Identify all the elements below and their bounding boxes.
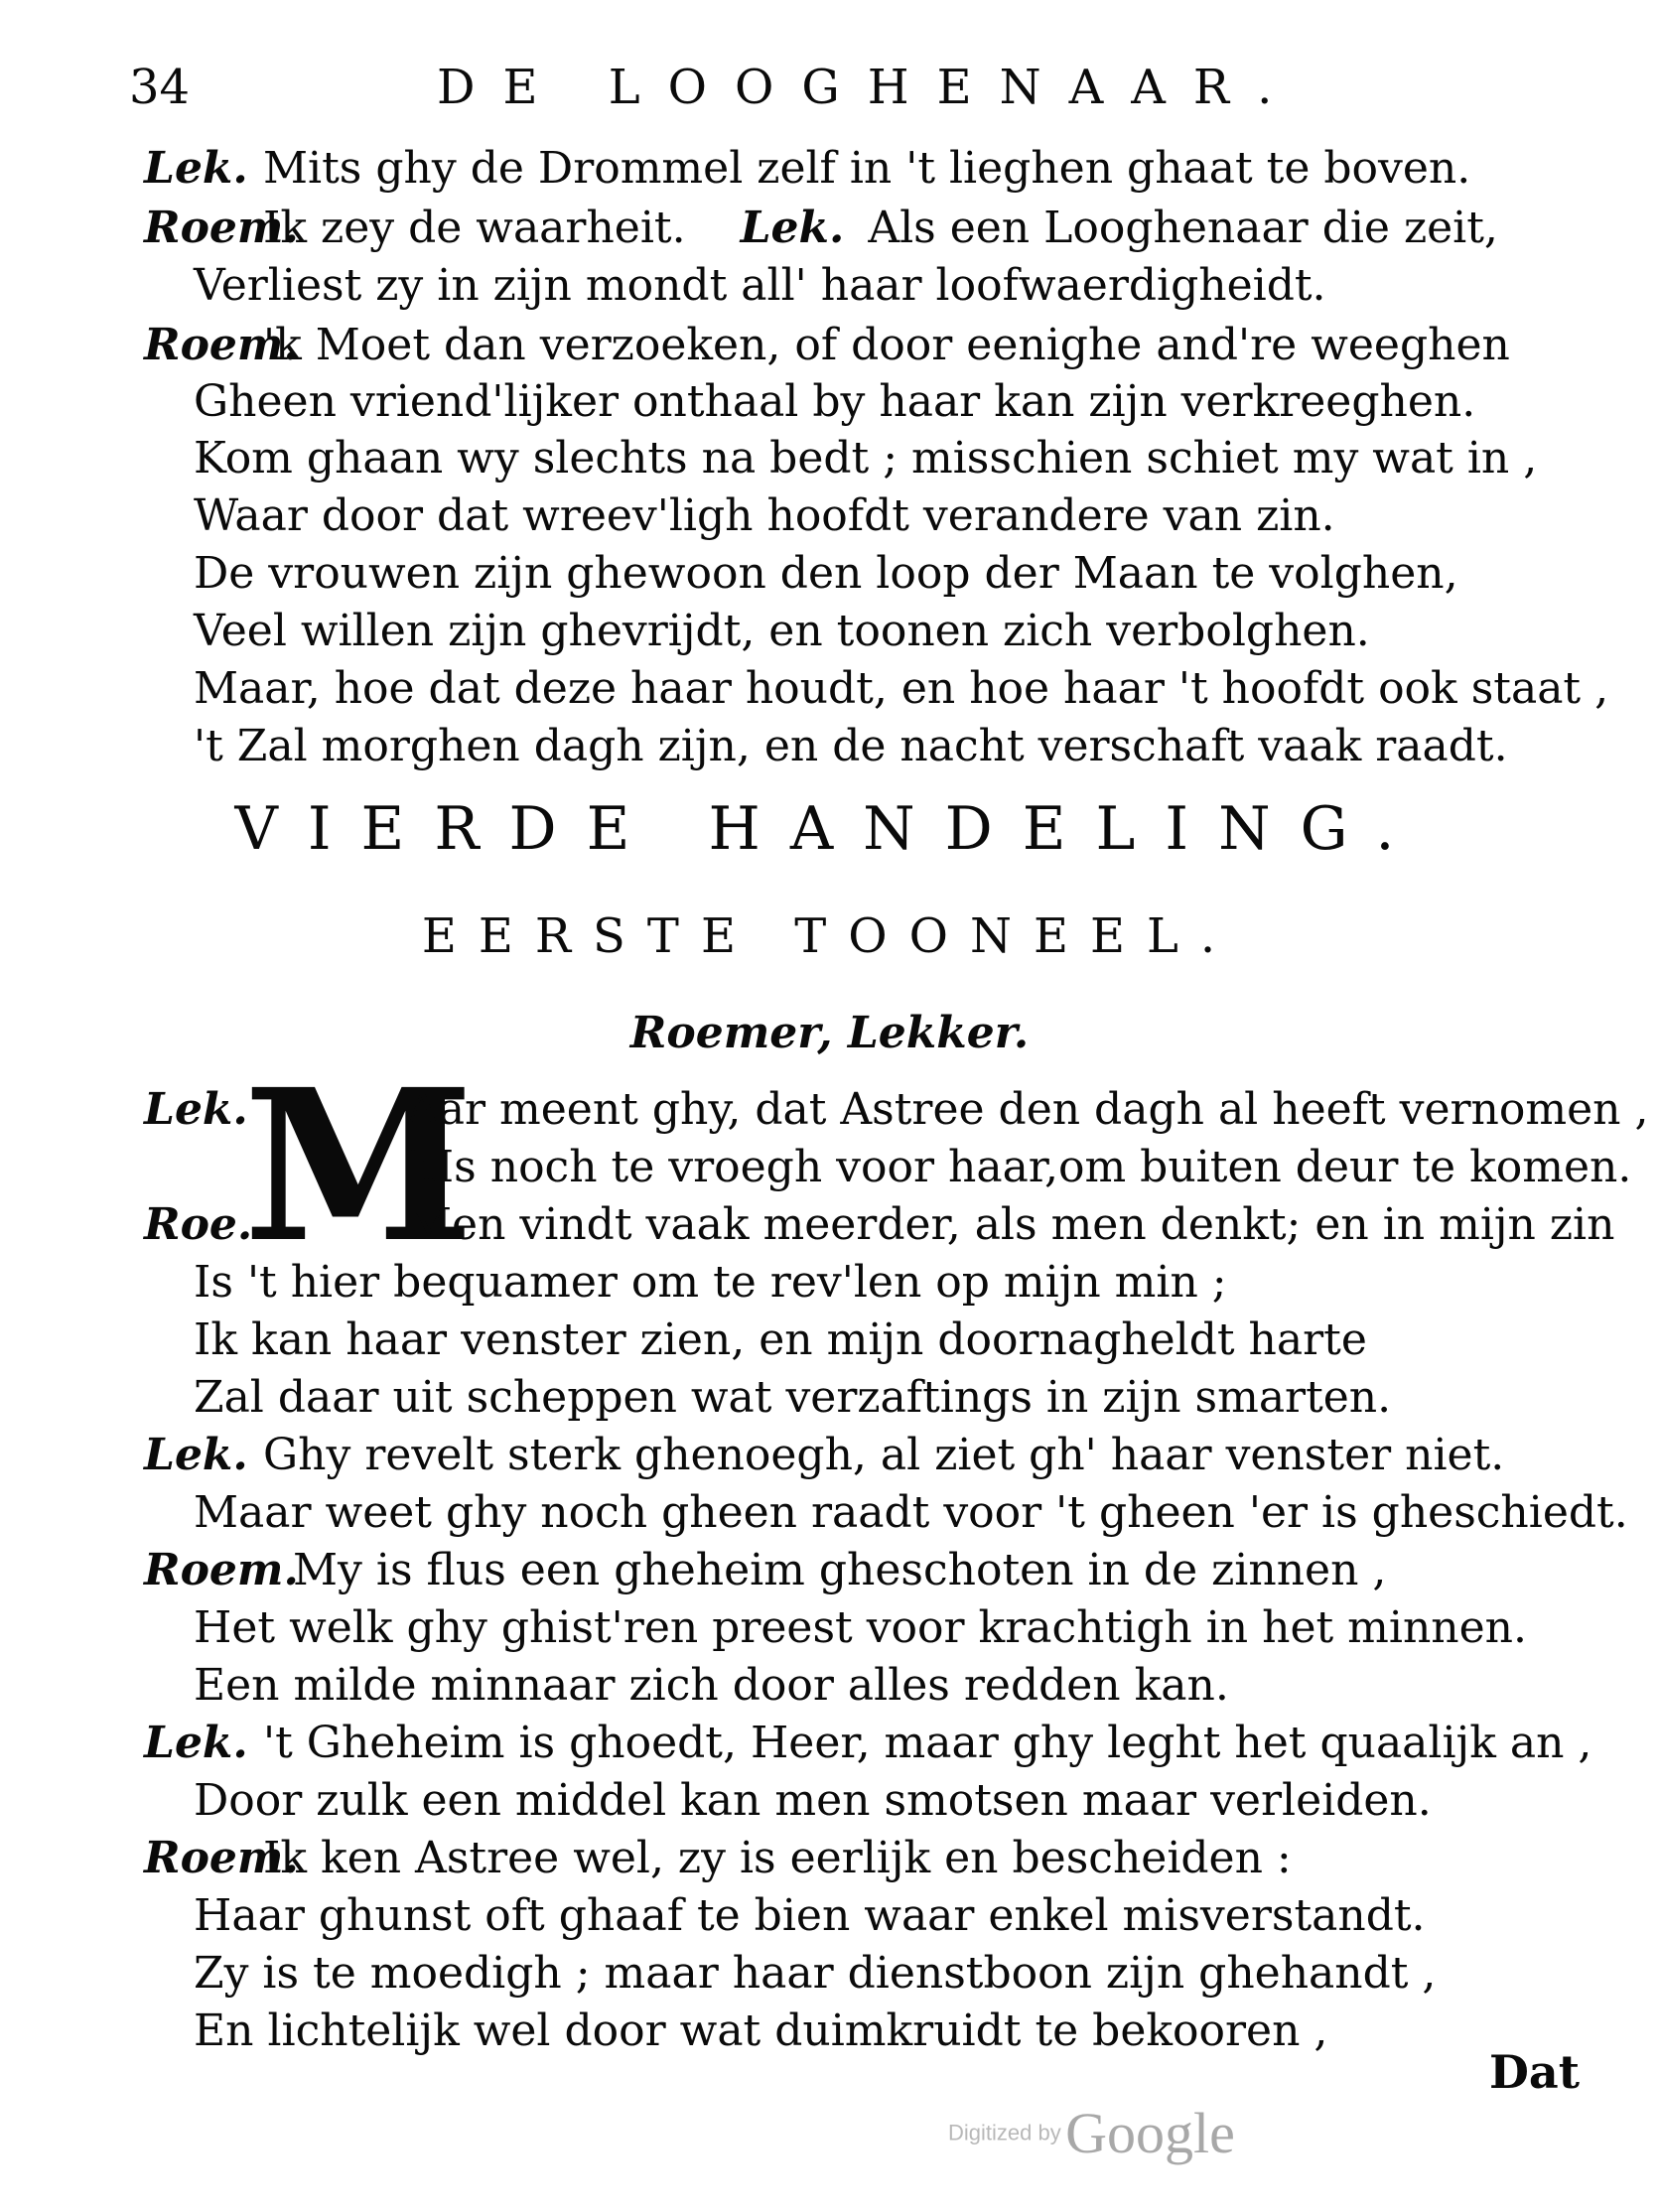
verse-text: Een milde minnaar zich door alles redden kan.	[194, 1660, 1229, 1711]
verse-text: Haar ghunst oft ghaaf te bien waar enkel misverstandt.	[194, 1890, 1426, 1941]
verse-line	[144, 1368, 1391, 1428]
verse-text: Maar weet ghy noch gheen raadt voor 't gheen 'er is gheschiedt.	[194, 1487, 1628, 1538]
speaker-label: Roe.	[144, 1199, 253, 1250]
speaker-label: Lek.	[740, 203, 845, 253]
verse-text: De vrouwen zijn ghewoon den loop der Maan te volghen,	[194, 548, 1458, 599]
verse-text: Het welk ghy ghist'ren preest voor krachtigh in het minnen.	[194, 1602, 1527, 1653]
scene-title: EERSTE TOONEEL.	[421, 908, 1238, 964]
speaker-label: Lek.	[144, 143, 248, 194]
verse-line	[144, 2002, 1327, 2061]
verse-text: Ghy revelt sterk ghenoegh, al ziet gh' haar venster niet.	[263, 1430, 1505, 1480]
verse-text: My is flus een gheheim gheschoten in de zinnen ,	[293, 1545, 1387, 1595]
verse-text: En lichtelijk wel door wat duimkruidt te bekooren ,	[194, 2005, 1328, 2056]
verse-text: Kom ghaan wy slechts na bedt ; misschien schiet my wat in ,	[194, 433, 1538, 484]
act-title: VIERDE HANDELING.	[234, 794, 1425, 864]
verse-line	[144, 1253, 1227, 1313]
speaker-label: Lek.	[144, 1430, 248, 1480]
verse-text: Gheen vriend'lijker onthaal by haar kan zijn verkreeghen.	[194, 376, 1476, 427]
verse-text: Als een Looghenaar die zeit,	[868, 203, 1498, 253]
verse-line	[144, 316, 1510, 375]
drop-cap: M	[243, 1043, 475, 1289]
verse-text: Veel willen zijn ghevrijdt, en toonen zich verbolghen.	[194, 606, 1370, 656]
page-header	[129, 60, 1320, 129]
google-logo: Google	[1065, 2101, 1235, 2165]
verse-line	[144, 1714, 1591, 1773]
verse-line: Aar meent ghy, dat Astree den dagh al heeft vernomen ,	[407, 1084, 1649, 1135]
verse-line	[144, 1829, 1292, 1888]
verse-line	[144, 199, 1498, 258]
verse-text: Verliest zy in zijn mondt all' haar loofwaerdigheidt.	[194, 260, 1326, 311]
verse-text: Ik zey de waarheit.	[263, 203, 686, 253]
verse-text: 't Zal morghen dagh zijn, en de nacht verschaft vaak raadt.	[194, 721, 1508, 771]
verse-text: Mits ghy de Drommel zelf in 't lieghen ghaat te boven.	[263, 143, 1471, 194]
verse-line	[144, 1944, 1436, 2004]
digitized-watermark	[948, 2100, 1235, 2166]
running-title: DE LOOGHENAAR.	[437, 60, 1301, 115]
speaker-label: Lek.	[144, 1084, 248, 1135]
verse-line	[144, 717, 1508, 776]
page-number: 34	[129, 60, 191, 115]
speaker-label: Lek.	[144, 1718, 248, 1768]
verse-line	[144, 139, 1470, 199]
verse-line	[144, 256, 1326, 316]
verse-text: 'k Moet dan verzoeken, of door eenighe and're weeghen	[263, 320, 1510, 370]
verse-line	[144, 1886, 1426, 1946]
catchword: Dat	[1489, 2045, 1580, 2099]
speaker-label: Roem.	[144, 203, 299, 253]
verse-text: 't Gheheim is ghoedt, Heer, maar ghy leght het quaalijk an ,	[263, 1718, 1592, 1768]
verse-line	[144, 429, 1537, 488]
watermark-prefix: Digitized by	[948, 2120, 1061, 2145]
verse-text: Zal daar uit scheppen wat verzaftings in zijn smarten.	[194, 1372, 1392, 1423]
verse-line	[144, 1483, 1628, 1543]
verse-line	[144, 1771, 1432, 1831]
speaker-label: Roem.	[144, 1833, 299, 1883]
verse-text: Ik ken Astree wel, zy is eerlijk en bescheiden :	[263, 1833, 1292, 1883]
verse-text: Door zulk een middel kan men smotsen maar verleiden.	[194, 1775, 1432, 1826]
verse-line: 'tIs noch te vroegh voor haar,om buiten deur te komen.	[407, 1142, 1632, 1192]
dramatis-personae: Roemer, Lekker.	[629, 1008, 1030, 1058]
verse-line	[144, 372, 1475, 432]
verse-text: Waar door dat wreev'ligh hoofdt verandere van zin.	[194, 490, 1335, 541]
verse-line	[144, 1598, 1527, 1658]
verse-line: Men vindt vaak meerder, als men denkt; en in mijn zin	[407, 1199, 1615, 1250]
verse-line	[144, 1656, 1229, 1716]
verse-line	[144, 1541, 1386, 1600]
verse-line	[144, 1311, 1367, 1370]
speaker-label: Roem.	[144, 1545, 299, 1595]
verse-line	[144, 602, 1370, 661]
verse-text: Maar, hoe dat deze haar houdt, en hoe haar 't hoofdt ook staat ,	[194, 663, 1609, 714]
verse-line	[144, 1426, 1504, 1485]
verse-text: Is 't hier bequamer om te rev'len op mijn min ;	[194, 1257, 1227, 1308]
verse-line	[144, 544, 1458, 604]
verse-line	[144, 486, 1335, 546]
speaker-label: Roem.	[144, 320, 299, 370]
verse-line	[144, 659, 1608, 719]
verse-text: Ik kan haar venster zien, en mijn doornagheldt harte	[194, 1314, 1367, 1365]
verse-text: Zy is te moedigh ; maar haar dienstboon zijn ghehandt ,	[194, 1948, 1437, 1999]
